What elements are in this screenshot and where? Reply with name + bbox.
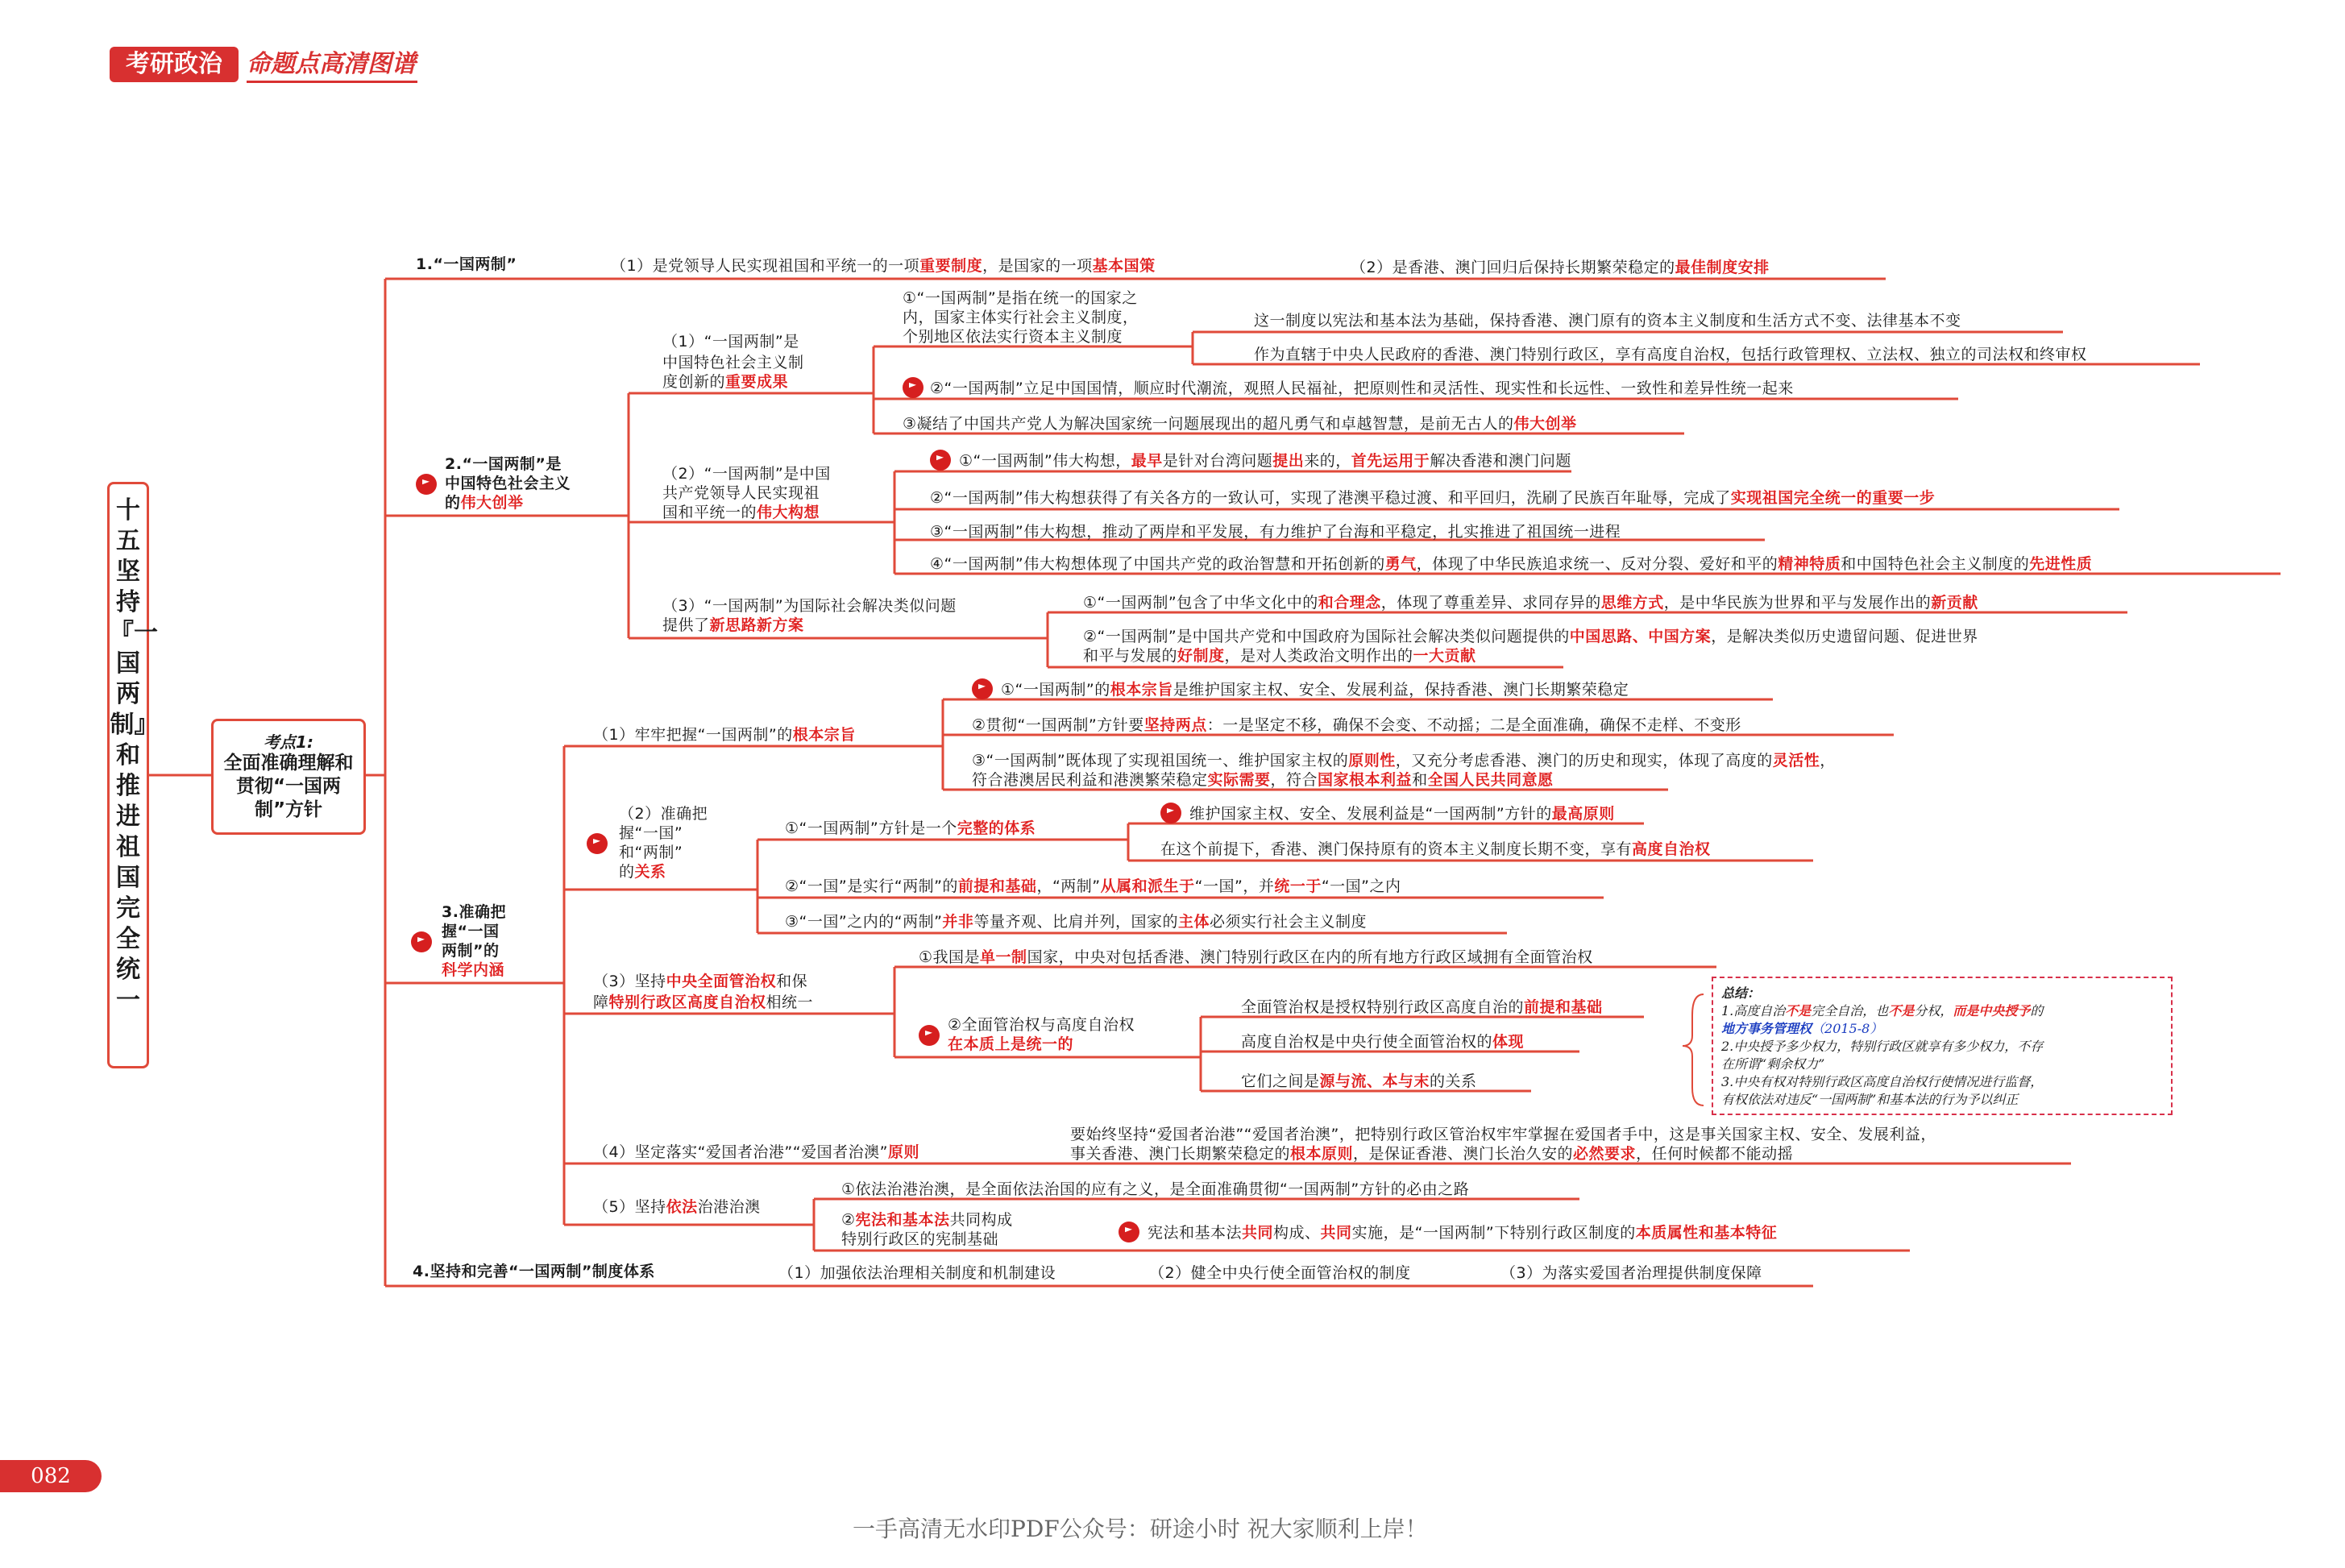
b2-s1-c1-l3: 个别地区依法实行资本主义制度 (903, 328, 1123, 346)
kaodian-text: 全面准确理解和贯彻“一国两制”方针 (223, 753, 354, 820)
b2-s1-c2: ②“一国两制”立足中国国情，顺应时代潮流，观照人民福祉，把原则性和灵活性、现实性和长远性、一致性和差异性统一起来 (930, 380, 1794, 397)
b2-title-l1: 2.“一国两制”是 (445, 455, 562, 473)
b3-s3-c2-l1: ②全面管治权与高度自治权 (948, 1016, 1135, 1034)
flag-icon (930, 450, 951, 471)
b2-s1-c1a: 这一制度以宪法和基本法为基础，保持香港、澳门原有的资本主义制度和生活方式不变、法律基本不变 (1254, 312, 1961, 330)
b3-s3-c1: ①我国是单一制国家，中央对包括香港、澳门特别行政区在内的所有地方行政区域拥有全面管治权 (919, 948, 1593, 966)
b2-s3-c2-l2: 和平与发展的好制度，是对人类政治文明作出的一大贡献 (1083, 647, 1476, 665)
b3-s2-c2: ②“一国”是实行“两制”的前提和基础，“两制”从属和派生于“一国”，并统一于“一国”之内 (785, 877, 1401, 895)
summary-line: 1.高度自治不是完全自治，也不是分权，而是中央授予的 (1721, 1003, 2044, 1018)
b4-item1: （1）加强依法治理相关制度和机制建设 (778, 1264, 1056, 1282)
b2-s1-c1-l2: 内，国家主体实行社会主义制度， (903, 309, 1139, 326)
b3-s2-l3: 和“两制” (619, 844, 683, 861)
b3-s4-l1: 要始终坚持“爱国者治港”“爱国者治澳”，把特别行政区管治权牢牢掌握在爱国者手中，这是事关国家主权、安全、发展利益， (1070, 1126, 1936, 1143)
b2-s3-l2: 提供了新思路新方案 (662, 616, 804, 634)
b3-title-l3: 两制”的 (442, 942, 500, 960)
footer-text: 一手高清无水印PDF公众号：研途小时 祝大家顺利上岸！ (853, 1516, 1428, 1542)
b2-s2-c2: ②“一国两制”伟大构想获得了有关各方的一致认可，实现了港澳平稳过渡、和平回归，洗刷了民族百年耻辱，完成了实现祖国完全统一的重要一步 (930, 489, 1936, 507)
b3-s3-c2x3: 它们之间是源与流、本与末的关系 (1241, 1072, 1477, 1090)
flag-icon (903, 377, 923, 398)
b3-title-l2: 握“一国 (442, 923, 500, 940)
flag-icon (1119, 1222, 1139, 1242)
b2-s2-l2: 共产党领导人民实现祖 (662, 484, 820, 502)
b3-s1-title: （1）牢牢把握“一国两制”的根本宗旨 (593, 726, 856, 744)
b3-s3-c2x2: 高度自治权是中央行使全面管治权的体现 (1241, 1033, 1525, 1051)
b2-s1-c1b: 作为直辖于中央人民政府的香港、澳门特别行政区，享有高度自治权，包括行政管理权、立法权、独立的司法权和终审权 (1254, 346, 2087, 363)
summary-line: 有权依法对违反“一国两制”和基本法的行为予以纠正 (1721, 1092, 2019, 1107)
b3-s5-c2-l2: 特别行政区的宪制基础 (841, 1230, 999, 1248)
b2-s1-c1-l1: ①“一国两制”是指在统一的国家之 (903, 289, 1138, 307)
b3-title-l1: 3.准确把 (442, 903, 506, 921)
b3-s2-c1: ①“一国两制”方针是一个完整的体系 (785, 819, 1036, 837)
b1-title: 1.“一国两制” (416, 255, 517, 273)
b3-s2-c1x2: 在这个前提下，香港、澳门保持原有的资本主义制度长期不变，享有高度自治权 (1160, 840, 1711, 858)
b3-s2-l4: 的关系 (619, 863, 666, 881)
b1-point1: （1）是党领导人民实现祖国和平统一的一项重要制度，是国家的一项基本国策 (611, 257, 1156, 275)
header-subtitle: 命题点高清图谱 (247, 50, 416, 78)
b2-s3-l1: （3）“一国两制”为国际社会解决类似问题 (662, 597, 957, 615)
b2-s1-l1: （1）“一国两制”是 (662, 333, 799, 351)
b1-point2: （2）是香港、澳门回归后保持长期繁荣稳定的最佳制度安排 (1351, 259, 1770, 276)
b3-s4-title: （4）坚定落实“爱国者治港”“爱国者治澳”原则 (593, 1143, 919, 1161)
summary-line: 2.中央授予多少权力，特别行政区就享有多少权力，不存 (1721, 1039, 2044, 1054)
summary-box (1712, 977, 2173, 1115)
b3-s1-c3-l1: ③“一国两制”既体现了实现祖国统一、维护国家主权的原则性，又充分考虑香港、澳门的历史和现实，体现了高度的灵活性， (972, 752, 1836, 769)
b2-s1-c3: ③凝结了中国共产党人为解决国家统一问题展现出的超凡勇气和卓越智慧，是前无古人的伟大创举 (903, 415, 1577, 433)
header-tag: 考研政治 (110, 47, 239, 82)
b3-s2-c1x1: 维护国家主权、安全、发展利益是“一国两制”方针的最高原则 (1189, 805, 1615, 823)
page-number: 082 (0, 1460, 102, 1492)
b2-s2-c4: ④“一国两制”伟大构想体现了中国共产党的政治智慧和开拓创新的勇气，体现了中华民族追求统一、反对分裂、爱好和平的精神特质和中国特色社会主义制度的先进性质 (930, 555, 2093, 573)
flag-icon (1160, 803, 1181, 823)
b4-item3: （3）为落实爱国者治理提供制度保障 (1500, 1264, 1762, 1282)
chapter-title-box (107, 482, 158, 1068)
kaodian-label: 考点1: (264, 732, 313, 752)
summary-heading: 总结： (1721, 985, 1761, 1001)
b3-s1-c3-l2: 符合港澳居民利益和港澳繁荣稳定实际需要，符合国家根本利益和全国人民共同意愿 (972, 771, 1554, 789)
b3-s5-title: （5）坚持依法治港治澳 (593, 1198, 761, 1216)
b3-s5-c1: ①依法治港治澳，是全面依法治国的应有之义，是全面准确贯彻“一国两制”方针的必由之路 (841, 1180, 1470, 1198)
b2-s2-c3: ③“一国两制”伟大构想，推动了两岸和平发展，有力维护了台海和平稳定，扎实推进了祖国统一进程 (930, 523, 1621, 541)
b2-title-l3: 的伟大创举 (445, 494, 524, 512)
summary-line: 地方事务管理权（2015-8） (1721, 1021, 1883, 1036)
b3-s2-c3: ③“一国”之内的“两制”并非等量齐观、比肩并列，国家的主体必须实行社会主义制度 (785, 913, 1367, 931)
b3-title-l4: 科学内涵 (442, 961, 505, 979)
summary-line: 在所谓“剩余权力” (1721, 1056, 1825, 1072)
b3-s2-l2: 握“一国” (619, 824, 683, 842)
b3-s1-c1: ①“一国两制”的根本宗旨是维护国家主权、安全、发展利益，保持香港、澳门长期繁荣稳定 (1001, 681, 1629, 699)
b3-s5-c2x: 宪法和基本法共同构成、共同实施，是“一国两制”下特别行政区制度的本质属性和基本特征 (1148, 1224, 1778, 1242)
b3-s3-l2: 障特别行政区高度自治权相统一 (593, 993, 814, 1011)
b2-title-l2: 中国特色社会主义 (445, 475, 571, 492)
b3-s3-c2x1: 全面管治权是授权特别行政区高度自治的前提和基础 (1241, 998, 1603, 1016)
b2-s2-c1: ①“一国两制”伟大构想，最早是针对台湾问题提出来的，首先运用于解决香港和澳门问题 (959, 452, 1571, 470)
b2-s2-l3: 国和平统一的伟大构想 (662, 504, 820, 521)
b3-s4-l2: 事关香港、澳门长期繁荣稳定的根本原则，是保证香港、澳门长治久安的必然要求，任何时候都不能动摇 (1070, 1145, 1794, 1163)
b3-s3-c2-l2: 在本质上是统一的 (948, 1035, 1074, 1053)
b4-item2: （2）健全中央行使全面管治权的制度 (1149, 1264, 1411, 1282)
chapter-title: 十五 坚持『一国两制』和推进祖国完全统一 (110, 496, 158, 1014)
flag-icon (919, 1025, 940, 1046)
flag-icon (587, 833, 608, 854)
b2-s1-l3: 度创新的重要成果 (662, 373, 789, 391)
b2-s2-l1: （2）“一国两制”是中国 (662, 465, 831, 483)
b3-s3-l1: （3）坚持中央全面管治权和保 (593, 973, 808, 990)
b3-s1-c2: ②贯彻“一国两制”方针要坚持两点：一是坚定不移，确保不会变、不动摇；二是全面准确，确保不走样、不变形 (972, 716, 1741, 734)
kaodian-box (211, 719, 366, 835)
b2-s3-c2-l1: ②“一国两制”是中国共产党和中国政府为国际社会解决类似问题提供的中国思路、中国方案，是解决类似历史遗留问题、促进世界 (1083, 628, 1978, 645)
flag-icon (416, 474, 437, 495)
flag-icon (411, 931, 432, 952)
b3-s2-l1: （2）准确把 (619, 805, 708, 823)
b2-s1-l2: 中国特色社会主义制 (662, 354, 804, 371)
summary-line: 3.中央有权对特别行政区高度自治权行使情况进行监督， (1721, 1074, 2044, 1089)
flag-icon (972, 678, 993, 699)
b3-s5-c2-l1: ②宪法和基本法共同构成 (841, 1211, 1013, 1229)
b2-s3-c1: ①“一国两制”包含了中华文化中的和合理念，体现了尊重差异、求同存异的思维方式，是中华民族为世界和平与发展作出的新贡献 (1083, 594, 1978, 612)
b4-title: 4.坚持和完善“一国两制”制度体系 (413, 1263, 655, 1280)
